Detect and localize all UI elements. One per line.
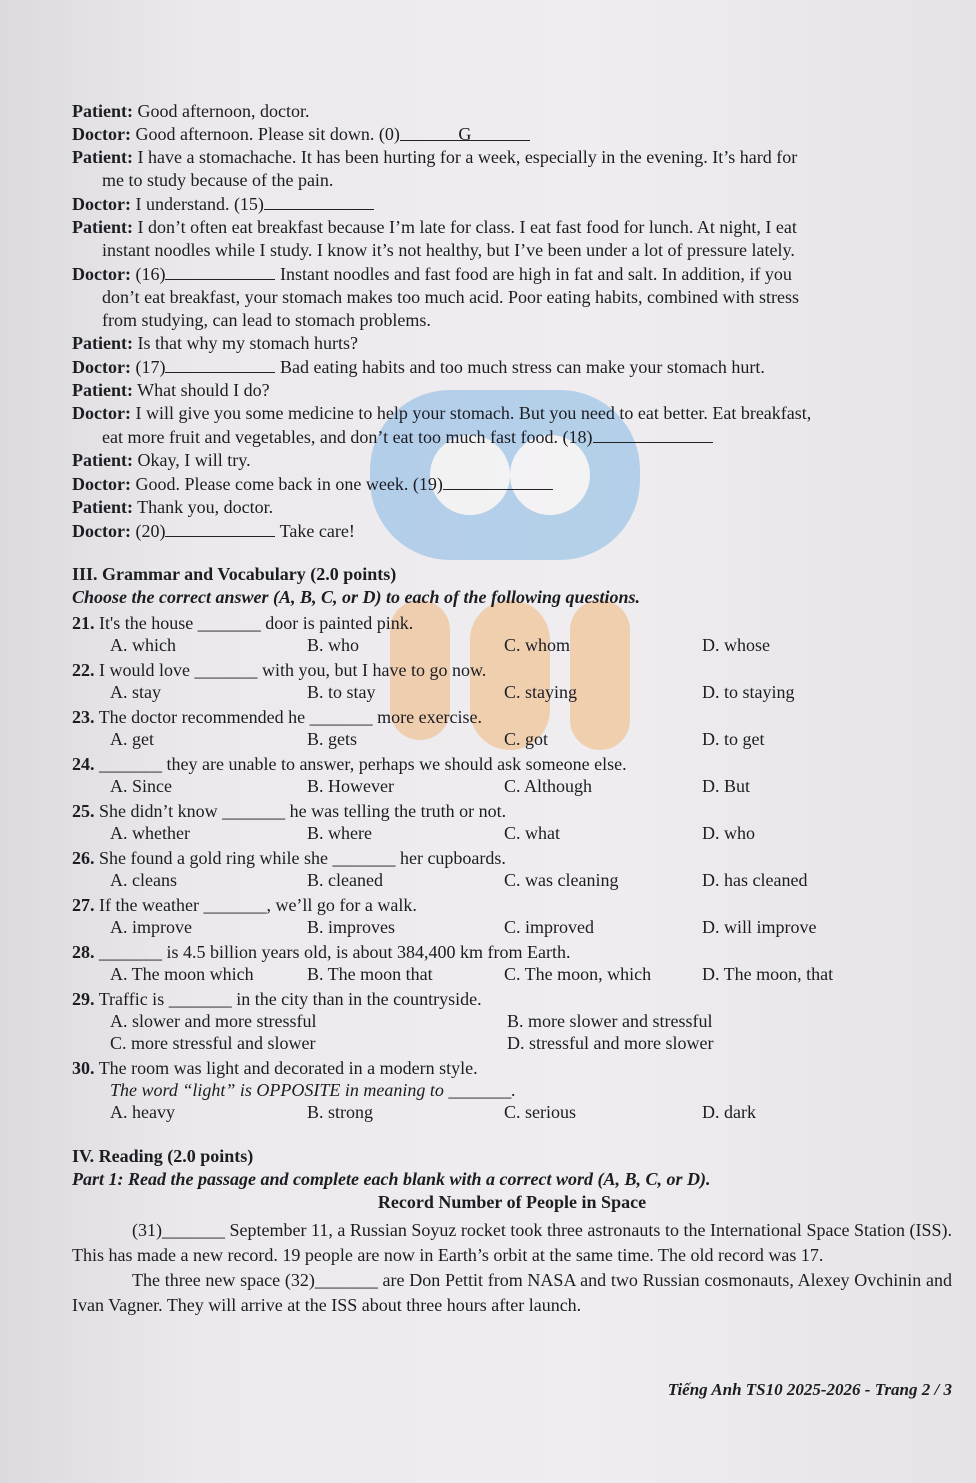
option-d[interactable]: D. who [702, 823, 755, 843]
dialogue-continuation: me to study because of the pain. [102, 170, 334, 190]
passage-paragraph-2: The three new space (32)_______ are Don Pettit from NASA and two Russian cosmonauts, Alexey Ovchinin and Ivan Vagner. They will arrive at the ISS about three hours after launch. [72, 1270, 952, 1315]
speaker: Patient: [72, 497, 133, 517]
dialogue-text: I don’t often eat breakfast because I’m late for class. I eat fast food for lunch. At night, I eat [137, 217, 797, 237]
question-29 [72, 988, 952, 1054]
speaker: Doctor: [72, 124, 131, 144]
question-number: 25. [72, 801, 95, 821]
option-b[interactable]: B. cleaned [307, 870, 383, 890]
question-stem: I would love _______ with you, but I have to go now. [99, 660, 487, 680]
option-c[interactable]: C. The moon, which [504, 964, 652, 984]
speaker: Patient: [72, 217, 133, 237]
question-number: 22. [72, 660, 95, 680]
option-d[interactable]: D. to staying [702, 682, 795, 702]
dialogue-text: Okay, I will try. [137, 450, 251, 470]
answer-blank[interactable] [264, 192, 374, 210]
question-24 [72, 753, 952, 797]
part-instruction: Part 1: Read the passage and complete each blank with a correct word (A, B, C, or D). [72, 1169, 711, 1189]
question-stem: It's the house _______ door is painted pink. [99, 613, 414, 633]
question-number: 30. [72, 1058, 95, 1078]
option-c[interactable]: C. more stressful and slower [110, 1033, 316, 1053]
option-b[interactable]: B. where [307, 823, 372, 843]
option-a[interactable]: A. improve [110, 917, 192, 937]
exam-page [72, 100, 952, 1318]
question-number: 27. [72, 895, 95, 915]
question-substem: The word “light” is OPPOSITE in meaning to _______. [110, 1080, 516, 1100]
section-title: III. Grammar and Vocabulary (2.0 points) [72, 564, 397, 584]
dialogue-text: Take care! [279, 521, 355, 541]
question-number: 29. [72, 989, 95, 1009]
speaker: Doctor: [72, 521, 131, 541]
question-27 [72, 894, 952, 938]
question-stem: _______ they are unable to answer, perhaps we should ask someone else. [99, 754, 627, 774]
question-number: 28. [72, 942, 95, 962]
option-d[interactable]: D. The moon, that [702, 964, 834, 984]
question-number: 26. [72, 848, 95, 868]
speaker: Doctor: [72, 357, 131, 377]
dialogue-text: Bad eating habits and too much stress can make your stomach hurt. [279, 357, 765, 377]
question-stem: She found a gold ring while she _______ her cupboards. [99, 848, 506, 868]
option-b[interactable]: B. gets [307, 729, 358, 749]
option-b[interactable]: B. who [307, 635, 360, 655]
option-d[interactable]: D. will improve [702, 917, 817, 937]
answer-blank[interactable] [165, 355, 275, 373]
option-d[interactable]: D. But [702, 776, 751, 796]
dialogue-text: Good. Please come back in one week. (19) [135, 474, 443, 494]
passage-title: Record Number of People in Space [377, 1192, 647, 1212]
question-stem: She didn’t know _______ he was telling the truth or not. [99, 801, 507, 821]
dialogue-continuation: don’t eat breakfast, your stomach makes too much acid. Poor eating habits, combined with stress [102, 287, 800, 307]
option-a[interactable]: A. which [110, 635, 176, 655]
option-a[interactable]: A. The moon which [110, 964, 254, 984]
option-a[interactable]: A. stay [110, 682, 161, 702]
answer-blank[interactable] [165, 262, 275, 280]
dialogue-text: I will give you some medicine to help your stomach. But you need to eat better. Eat breakfast, [135, 403, 812, 423]
dialogue-continuation: instant noodles while I study. I know it’s not healthy, but I’ve been under a lot of pressure lately. [102, 240, 795, 260]
dialogue-text: Thank you, doctor. [137, 497, 274, 517]
question-stem: Traffic is _______ in the city than in the countryside. [98, 989, 482, 1009]
speaker: Doctor: [72, 194, 131, 214]
dialogue-text: I have a stomachache. It has been hurting for a week, especially in the evening. It’s hard for [137, 147, 798, 167]
dialogue-text: I understand. (15) [135, 194, 264, 214]
option-c[interactable]: C. Although [504, 776, 593, 796]
question-30 [72, 1057, 952, 1123]
speaker: Doctor: [72, 403, 131, 423]
dialogue-continuation: eat more fruit and vegetables, and don’t eat too much fast food. (18) [102, 427, 593, 447]
dialogue-text: What should I do? [137, 380, 270, 400]
option-c[interactable]: C. serious [504, 1102, 576, 1122]
option-b[interactable]: B. strong [307, 1102, 374, 1122]
section-title: IV. Reading (2.0 points) [72, 1146, 254, 1166]
option-b[interactable]: B. to stay [307, 682, 376, 702]
speaker: Patient: [72, 147, 133, 167]
answer-blank[interactable] [593, 425, 713, 443]
dialogue-text: Instant noodles and fast food are high in fat and salt. In addition, if you [279, 264, 792, 284]
answer-blank[interactable]: G [400, 123, 530, 141]
option-c[interactable]: C. staying [504, 682, 578, 702]
speaker: Doctor: [72, 474, 131, 494]
speaker: Patient: [72, 101, 133, 121]
option-c[interactable]: C. was cleaning [504, 870, 619, 890]
question-number: 23. [72, 707, 95, 727]
question-21 [72, 612, 952, 656]
passage-paragraph-1: (31)_______ September 11, a Russian Soyuz rocket took three astronauts to the International Space Station (ISS). This has made a new record. 19 people are now in Earth’s orbit at the same time. The old record was 17. [72, 1220, 952, 1265]
question-number: 21. [72, 613, 95, 633]
question-stem: The room was light and decorated in a modern style. [98, 1058, 478, 1078]
dialogue-text: (20) [135, 521, 166, 541]
answer-blank[interactable] [165, 519, 275, 537]
dialogue-text: (17) [135, 357, 166, 377]
dialogue-text: (16) [135, 264, 166, 284]
option-a[interactable]: A. slower and more stressful [110, 1011, 317, 1031]
question-number: 24. [72, 754, 95, 774]
option-a[interactable]: A. get [110, 729, 154, 749]
option-d[interactable]: D. to get [702, 729, 765, 749]
speaker: Patient: [72, 333, 133, 353]
dialogue-text: Good afternoon. Please sit down. (0) [135, 124, 400, 144]
speaker: Patient: [72, 450, 133, 470]
question-25 [72, 800, 952, 844]
option-a[interactable]: A. Since [110, 776, 172, 796]
question-stem: The doctor recommended he _______ more exercise. [98, 707, 483, 727]
answer-blank[interactable] [443, 472, 553, 490]
question-list [72, 612, 952, 1123]
option-c[interactable]: C. whom [504, 635, 571, 655]
option-c[interactable]: C. got [504, 729, 549, 749]
question-stem: _______ is 4.5 billion years old, is about 384,400 km from Earth. [99, 942, 571, 962]
question-26 [72, 847, 952, 891]
dialogue-continuation: from studying, can lead to stomach problems. [102, 310, 431, 330]
option-c[interactable]: C. improved [504, 917, 594, 937]
question-22 [72, 659, 952, 703]
dialogue-text: Is that why my stomach hurts? [137, 333, 358, 353]
option-b[interactable]: B. However [307, 776, 394, 796]
page-footer: Tiếng Anh TS10 2025-2026 - Trang 2 / 3 [667, 1380, 952, 1399]
speaker: Patient: [72, 380, 133, 400]
option-b[interactable]: B. The moon that [307, 964, 433, 984]
option-a[interactable]: A. whether [110, 823, 190, 843]
option-d[interactable]: D. has cleaned [702, 870, 808, 890]
option-b[interactable]: B. more slower and stressful [507, 1011, 713, 1031]
speaker: Doctor: [72, 264, 131, 284]
option-c[interactable]: C. what [504, 823, 560, 843]
option-a[interactable]: A. heavy [110, 1102, 175, 1122]
question-28 [72, 941, 952, 985]
option-d[interactable]: D. stressful and more slower [507, 1033, 714, 1053]
option-b[interactable]: B. improves [307, 917, 395, 937]
dialogue [72, 100, 952, 543]
option-a[interactable]: A. cleans [110, 870, 177, 890]
question-stem: If the weather _______, we’ll go for a walk. [99, 895, 417, 915]
dialogue-text: Good afternoon, doctor. [137, 101, 310, 121]
question-23 [72, 706, 952, 750]
option-d[interactable]: D. dark [702, 1102, 756, 1122]
option-d[interactable]: D. whose [702, 635, 770, 655]
section-instruction: Choose the correct answer (A, B, C, or D) to each of the following questions. [72, 587, 641, 607]
